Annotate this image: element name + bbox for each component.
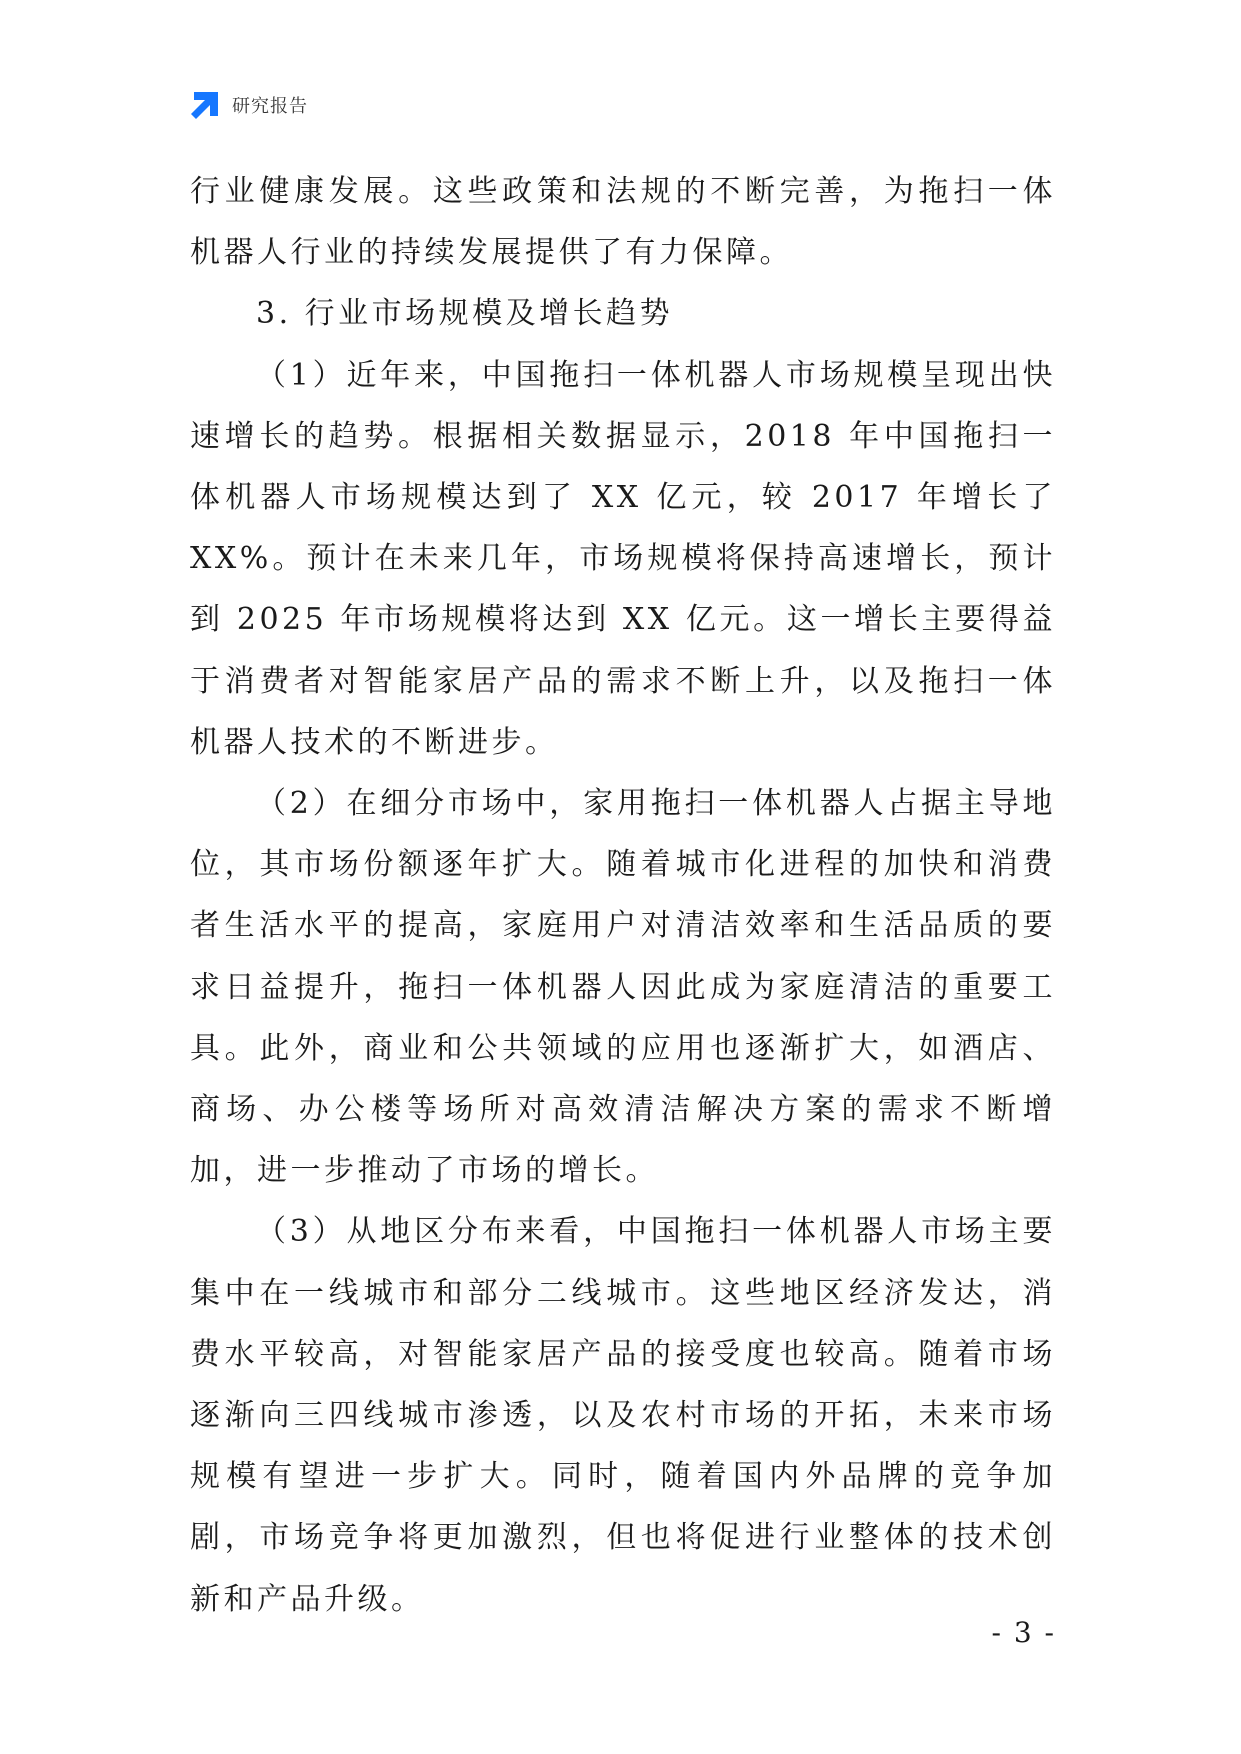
document-body [190,161,1056,1630]
paragraph-3: （3）从地区分布来看，中国拖扫一体机器人市场主要集中在一线城市和部分二线城市。这些地区经济发达，消费水平较高，对智能家居产品的接受度也较高。随着市场逐渐向三四线城市渗透，以及农村市场的开拓，未来市场规模有望进一步扩大。同时，随着国内外品牌的竞争加剧，市场竞争将更加激烈，但也将促进行业整体的技术创新和产品升级。 [190,1214,1056,1617]
paragraph-2: （2）在细分市场中，家用拖扫一体机器人占据主导地位，其市场份额逐年扩大。随着城市化进程的加快和消费者生活水平的提高，家庭用户对清洁效率和生活品质的要求日益提升，拖扫一体机器人因此成为家庭清洁的重要工具。此外，商业和公共领域的应用也逐渐扩大，如酒店、商场、办公楼等场所对高效清洁解决方案的需求不断增加，进一步推动了市场的增长。 [190,786,1056,1189]
header-title: 研究报告 [232,96,308,117]
page-header [190,88,308,122]
paragraph-continuation: 行业健康发展。这些政策和法规的不断完善，为拖扫一体机器人行业的持续发展提供了有力保障。 [190,174,1056,271]
arrow-up-right-icon [190,90,220,120]
section-heading: 3. 行业市场规模及增长趋势 [256,296,674,332]
paragraph-1: （1）近年来，中国拖扫一体机器人市场规模呈现出快速增长的趋势。根据相关数据显示，2018 年中国拖扫一体机器人市场规模达到了 XX 亿元，较 2017 年增长了 XX%。预计在未来几年，市场规模将保持高速增长，预计到 2025 年市场规模将达到 XX 亿元。这一增长主要得益于消费者对智能家居产品的需求不断上升，以及拖扫一体机器人技术的不断进步。 [190,357,1056,760]
page-number: - 3 - [991,1616,1056,1649]
